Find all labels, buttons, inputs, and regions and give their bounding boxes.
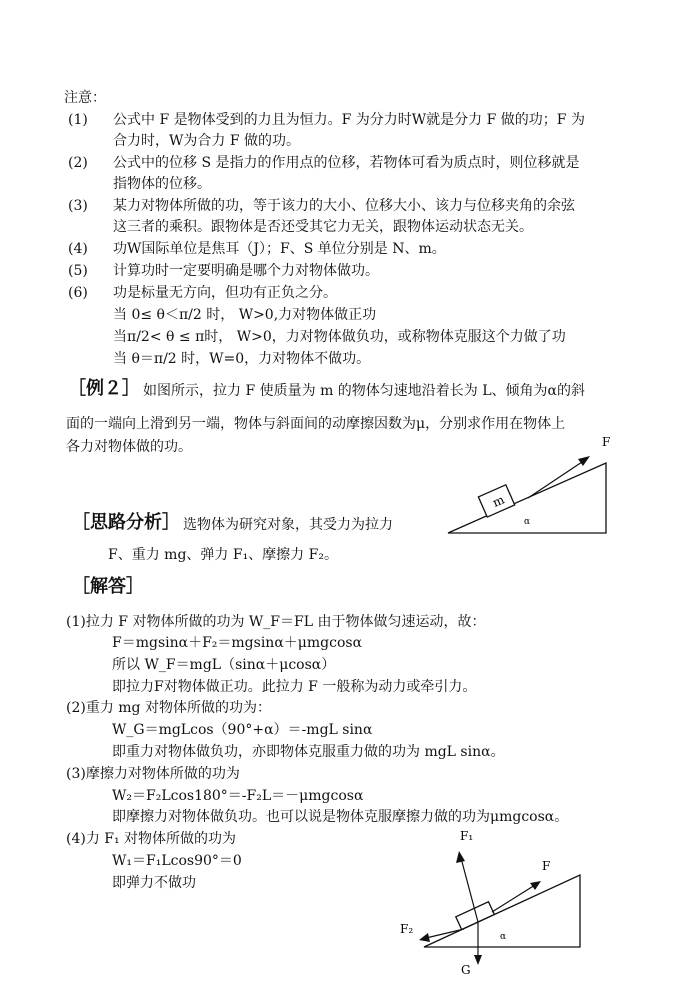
block xyxy=(478,485,514,517)
example-line-2: 面的一端向上滑到另一端，物体与斜面间的动摩擦因数为μ，分别求作用在物体上 xyxy=(66,416,566,432)
note-3-number: (3) xyxy=(68,198,88,214)
answer-line-7: 即重力对物体做负功，亦即物体克服重力做的功为 mgL sinα。 xyxy=(112,744,505,760)
answer-line-12: W₁＝F₁Lcos90°＝0 xyxy=(112,853,242,869)
answer-line-4: 即拉力F对物体做正功。此拉力 F 一般称为动力或牵引力。 xyxy=(112,679,477,695)
f1-label: F₁ xyxy=(460,829,474,843)
f1-arrow-head xyxy=(456,851,465,863)
note-4-line-1: 功W国际单位是焦耳（J）；F、S 单位分别是 N、m。 xyxy=(113,241,446,257)
note-3-line-1: 某力对物体所做的功，等于该力的大小、位移大小、该力与位移夹角的余弦 xyxy=(113,198,575,214)
example-line-3: 各力对物体做的功。 xyxy=(66,439,192,455)
f2-arrow-head xyxy=(419,933,430,942)
answer-line-1: (1)拉力 F 对物体所做的功为 W_F＝FL 由于物体做匀速运动，故： xyxy=(66,614,486,630)
f-label: F xyxy=(542,859,551,873)
answer-line-8: (3)摩擦力对物体所做的功为 xyxy=(66,766,240,782)
answer-line-13: 即弹力不做功 xyxy=(112,875,196,891)
incline-figure xyxy=(440,428,620,538)
note-3-line-2: 这三者的乘积。跟物体是否还受其它力无关，跟物体运动状态无关。 xyxy=(113,219,533,235)
note-1-number: (1) xyxy=(68,112,88,128)
note-5-number: (5) xyxy=(68,263,88,279)
force-diagram xyxy=(390,822,590,980)
force-arrow-line xyxy=(528,460,585,498)
force-arrow-head xyxy=(578,456,590,466)
answer-line-6: W_G＝mgLcos（90°+α）＝-mgL sinα xyxy=(112,722,373,738)
note-2-number: (2) xyxy=(68,155,88,171)
angle-label: α xyxy=(524,517,531,527)
note-5-line-1: 计算功时一定要明确是哪个力对物体做功。 xyxy=(113,263,379,279)
answer-line-11: (4)力 F₁ 对物体所做的功为 xyxy=(66,831,237,847)
answer-line-2: F＝mgsinα＋F₂＝mgsinα＋μmgcosα xyxy=(112,635,363,651)
note-6-line-2: 当 0≤ θ＜π/2 时， W>0,力对物体做正功 xyxy=(113,307,377,323)
note-1-line-2: 合力时，W为合力 F 做的功。 xyxy=(113,133,301,149)
note-6-line-3: 当π/2< θ ≤ π时， W>0，力对物体做负功，或称物体克服这个力做了功 xyxy=(113,329,566,345)
note-1-line-1: 公式中 F 是物体受到的力且为恒力。F 为分力时W就是分力 F 做的功；F 为 xyxy=(113,112,585,128)
force-label: F xyxy=(602,435,611,449)
answer-line-5: (2)重力 mg 对物体所做的功为： xyxy=(66,700,271,716)
analysis-line-2: F、重力 mg、弹力 F₁、摩擦力 F₂。 xyxy=(108,547,338,563)
note-4-number: (4) xyxy=(68,241,88,257)
notes-heading: 注意： xyxy=(64,90,106,106)
f-arrow-head xyxy=(530,881,541,890)
note-6-line-4: 当 θ＝π/2 时，W=0，力对物体不做功。 xyxy=(113,351,371,367)
analysis-line-1: 选物体为研究对象，其受力为拉力 xyxy=(183,517,393,533)
f2-label: F₂ xyxy=(400,922,414,936)
block-2 xyxy=(456,902,495,930)
answer-line-10: 即摩擦力对物体做负功。也可以说是物体克服摩擦力做的功为μmgcosα。 xyxy=(112,809,569,825)
example-tag: ［例２］ xyxy=(68,378,140,399)
note-2-line-1: 公式中的位移 S 是指力的作用点的位移，若物体可看为质点时，则位移就是 xyxy=(113,155,580,171)
analysis-tag: ［思路分析］ xyxy=(72,512,180,533)
answer-tag: ［解答］ xyxy=(72,576,144,597)
angle-label-2: α xyxy=(500,932,507,942)
note-2-line-2: 指物体的位移。 xyxy=(113,176,211,192)
g-arrow-head xyxy=(474,955,482,965)
mass-label: m xyxy=(490,492,507,510)
g-label: G xyxy=(461,963,471,977)
note-6-number: (6) xyxy=(68,285,88,301)
answer-line-9: W₂＝F₂Lcos180°＝-F₂L＝－μmgcosα xyxy=(112,788,364,804)
example-line-1: 如图所示，拉力 F 使质量为 m 的物体匀速地沿着长为 L、倾角为α的斜 xyxy=(143,383,585,399)
note-6-line-1: 功是标量无方向，但功有正负之分。 xyxy=(113,285,337,301)
answer-line-3: 所以 W_F＝mgL（sinα＋μcosα） xyxy=(112,657,336,673)
